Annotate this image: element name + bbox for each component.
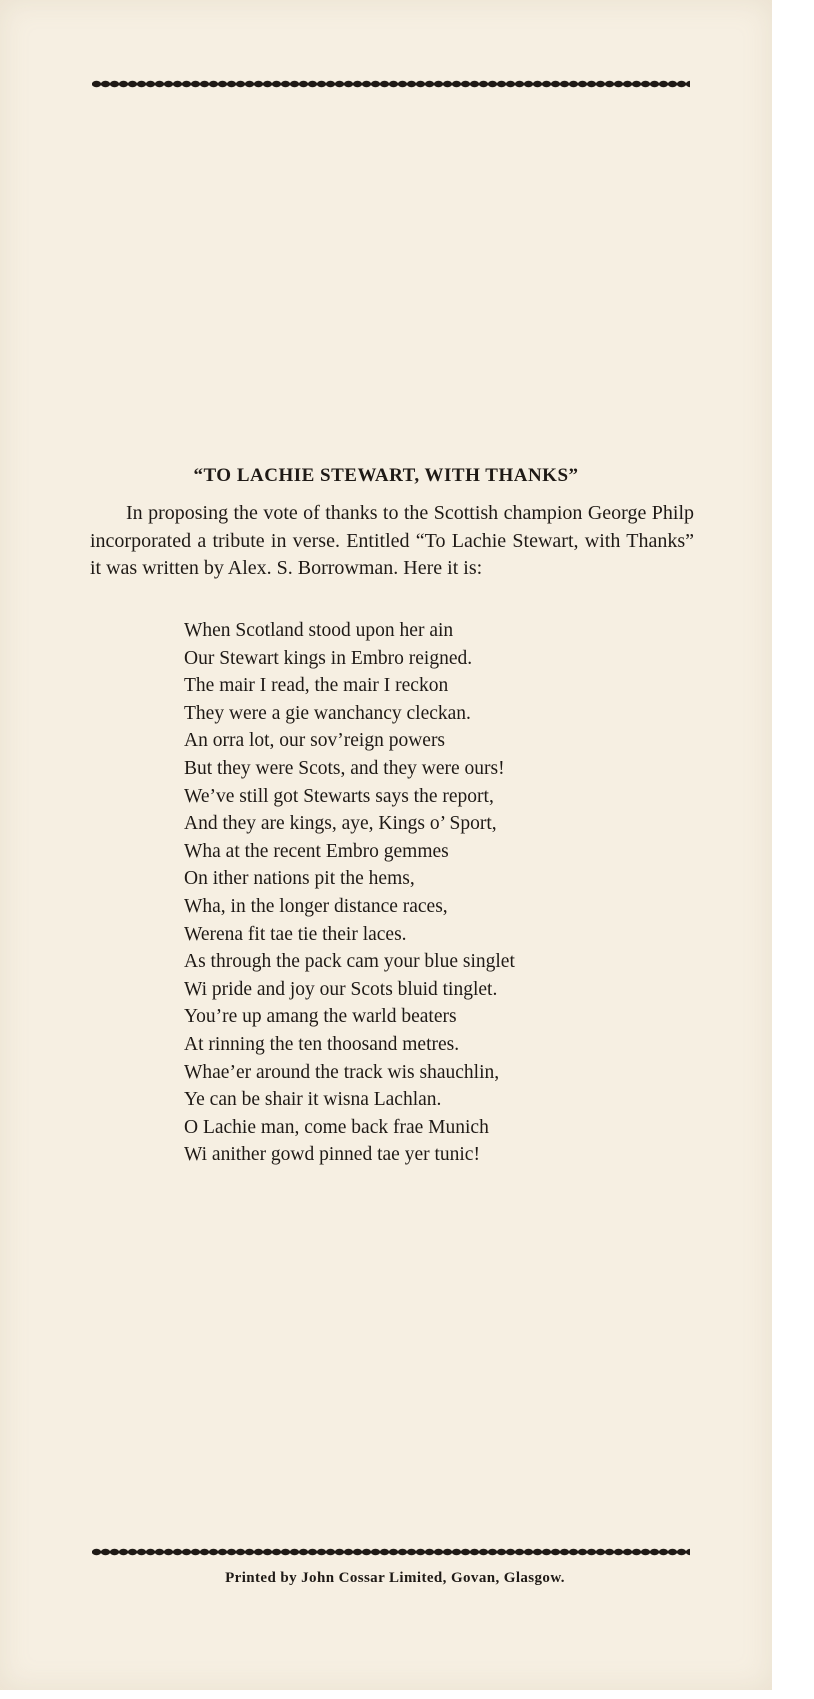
page-margin (772, 0, 814, 1699)
poem-line: Wha, in the longer distance races, (184, 895, 448, 917)
intro-text: In proposing the vote of thanks to the Scottish champion George Philp incorporated a tribute in verse. Entitled “To Lachie Stewart, with Thanks” it was written by Alex. S. Borrowman. Here it is: (90, 502, 694, 579)
poem-line: You’re up amang the warld beaters (184, 1006, 457, 1028)
poem-line: Our Stewart kings in Embro reigned. (184, 647, 473, 669)
poem-line: When Scotland stood upon her ain (184, 620, 454, 641)
poem-line: They were a gie wanchancy cleckan. (184, 702, 471, 724)
poem-line: The mair I read, the mair I reckon (184, 675, 449, 697)
poem-line: But they were Scots, and they were ours! (184, 757, 505, 779)
poem-line: O Lachie man, come back frae Munich (184, 1116, 489, 1138)
poem-line: We’ve still got Stewarts says the report, (184, 785, 494, 807)
poem-line: And they are kings, aye, Kings o’ Sport, (184, 813, 497, 835)
bottom-ornamental-rule (92, 1547, 690, 1557)
poem-line: An orra lot, our sov’reign powers (184, 730, 446, 752)
page-title: “TO LACHIE STEWART, WITH THANKS” (193, 465, 579, 486)
poem-line: Wi pride and joy our Scots bluid tinglet. (184, 978, 498, 1000)
poem-line: Wha at the recent Embro gemmes (184, 840, 449, 862)
intro-paragraph (90, 500, 694, 583)
poem-line: Wi anither gowd pinned tae yer tunic! (184, 1144, 480, 1166)
top-ornamental-rule (92, 79, 690, 89)
poem (184, 617, 515, 1169)
poem-line: As through the pack cam your blue singlet (184, 951, 515, 973)
poem-line: At rinning the ten thoosand metres. (184, 1033, 460, 1055)
poem-line: Werena fit tae tie their laces. (184, 923, 407, 945)
poem-line: Whae’er around the track wis shauchlin, (184, 1061, 500, 1083)
poem-line: Ye can be shair it wisna Lachlan. (184, 1089, 442, 1111)
poem-line: On ither nations pit the hems, (184, 868, 415, 890)
printer-imprint: Printed by John Cossar Limited, Govan, Glasgow. (225, 1570, 565, 1586)
